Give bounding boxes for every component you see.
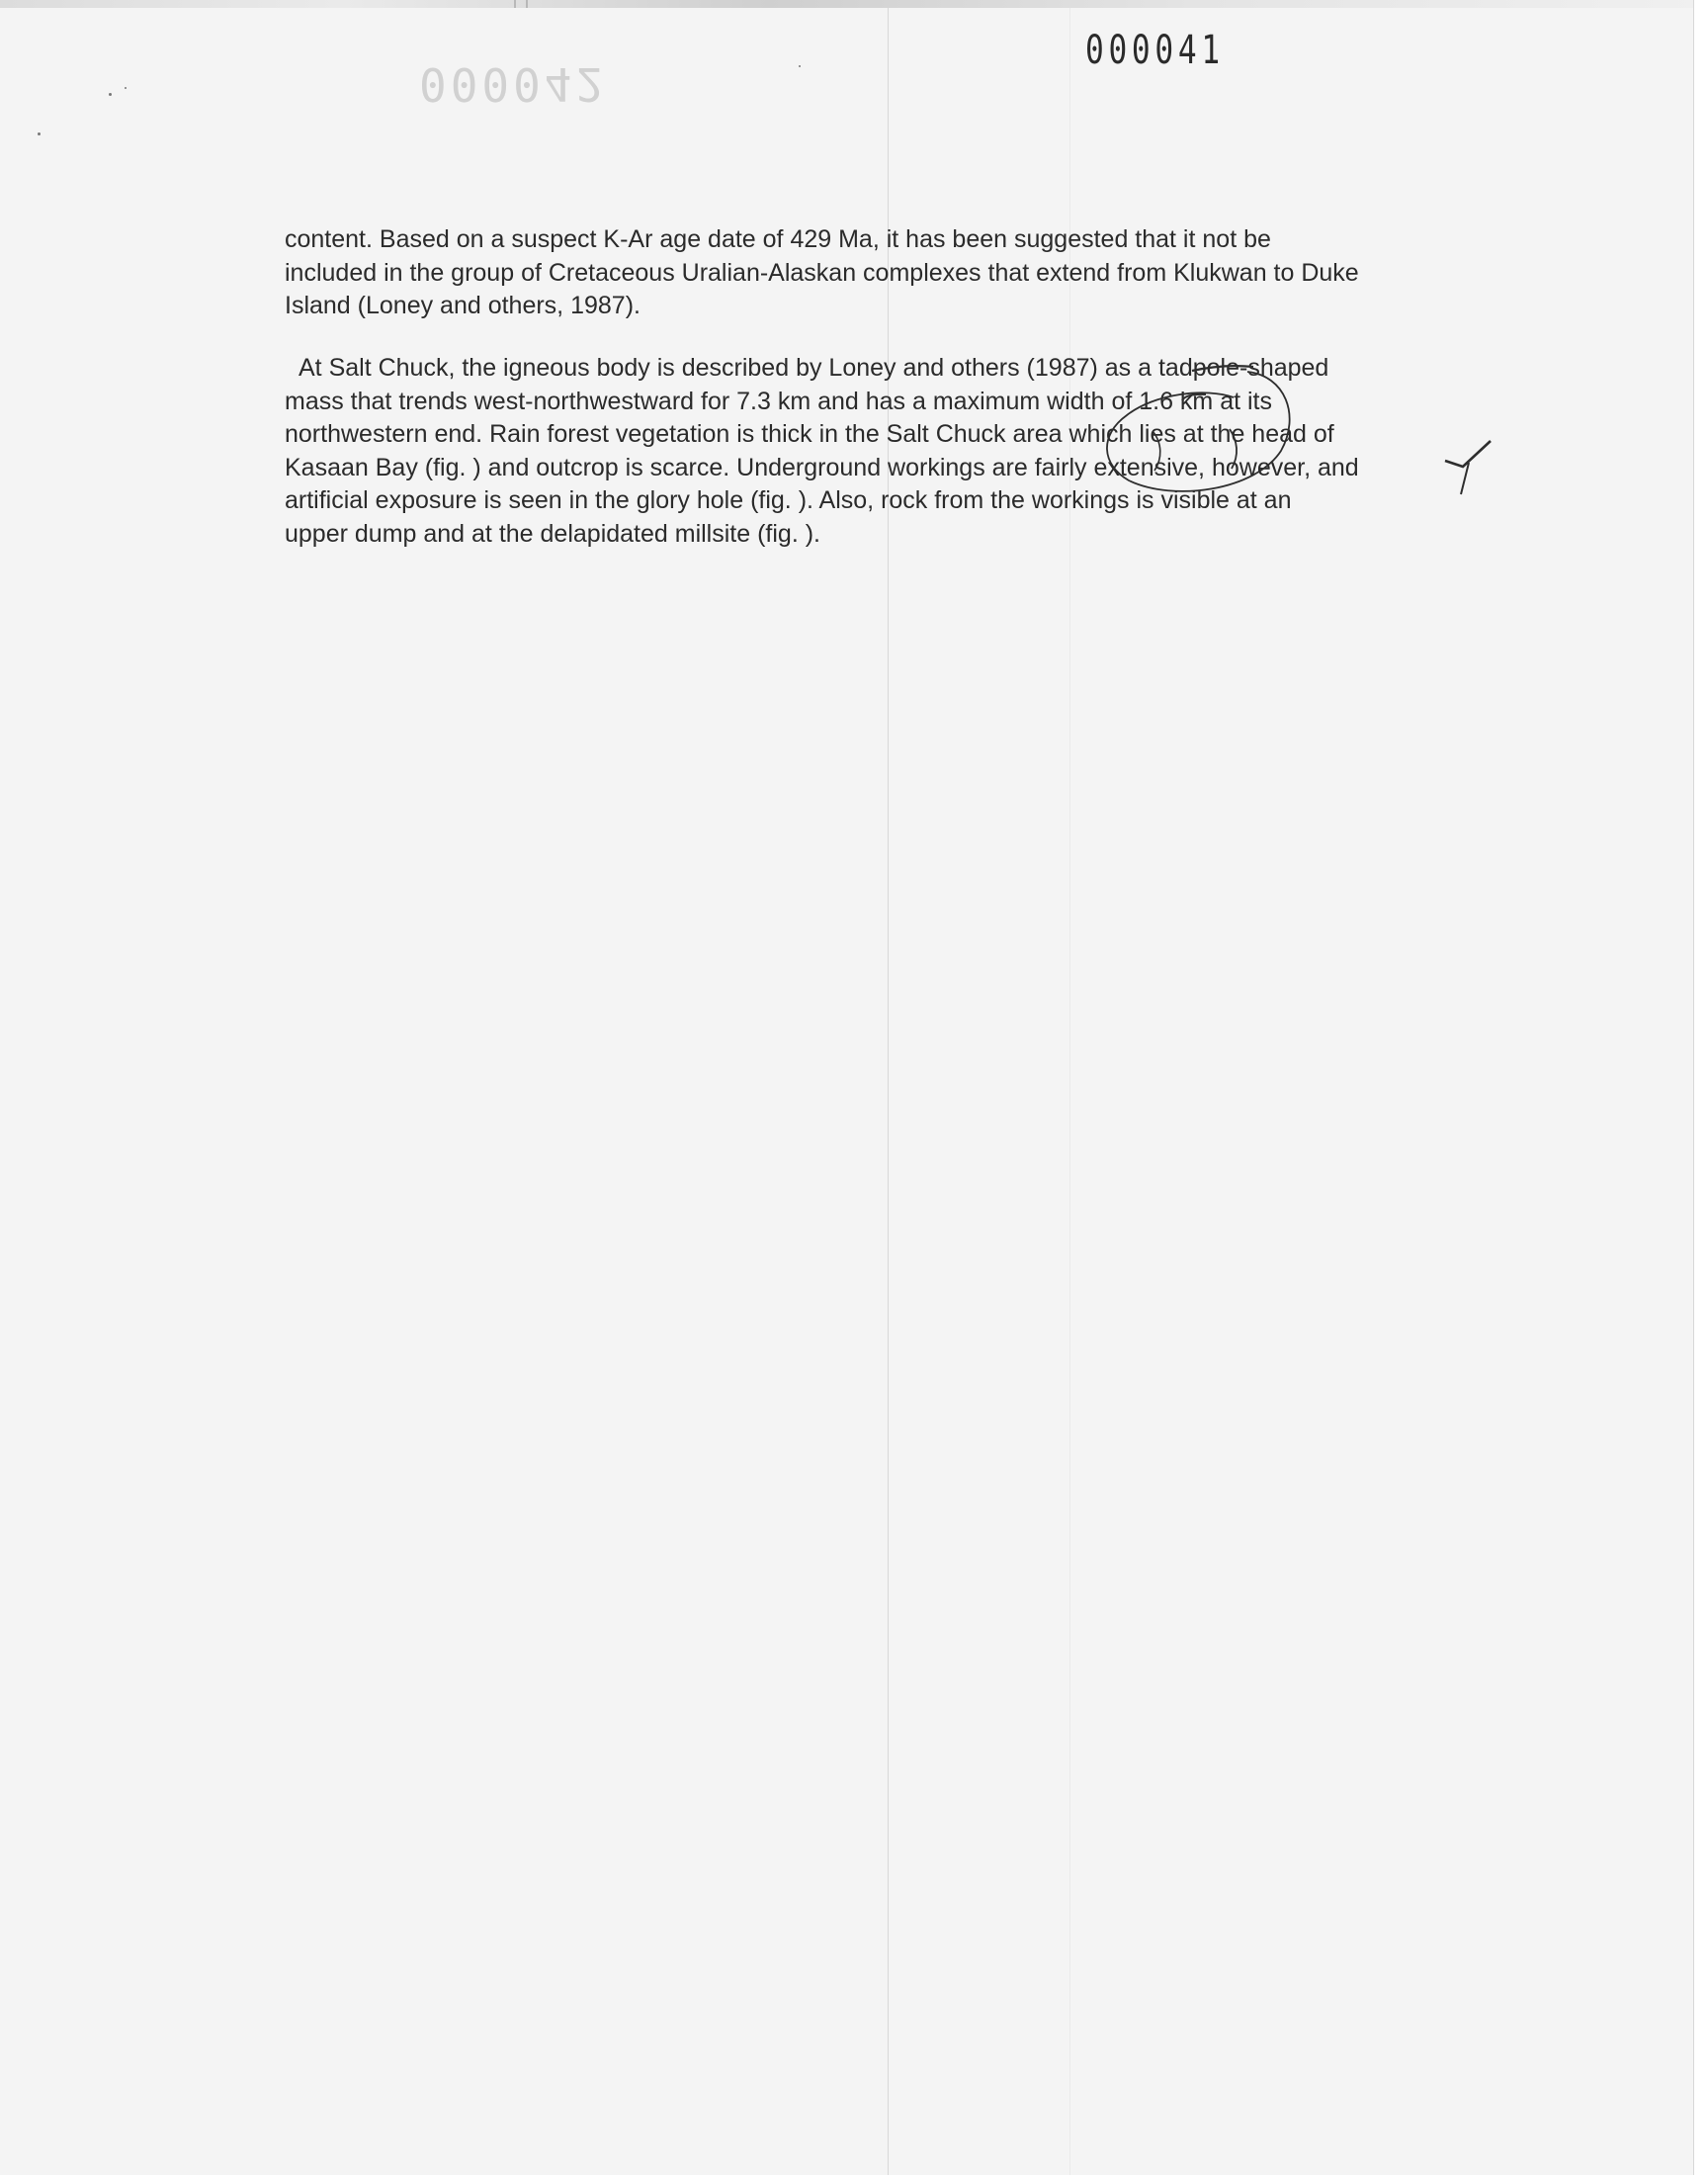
scan-speck	[38, 132, 41, 135]
paragraph-2	[285, 352, 1500, 551]
scan-speck	[125, 87, 127, 89]
document-number: 000041	[1085, 28, 1225, 73]
scan-speck	[109, 93, 112, 96]
text-line: Island (Loney and others, 1987).	[285, 292, 640, 319]
text-line: At Salt Chuck, the igneous body is described by Loney and others (1987) as a tadpole-shaped	[299, 354, 1329, 382]
text-line: Kasaan Bay (fig. ) and outcrop is scarce. Underground workings are fairly extensive, however, and	[285, 453, 1359, 481]
text-line: artificial exposure is seen in the glory hole (fig. ). Also, rock from the workings is visible at an	[285, 486, 1292, 514]
text-line: upper dump and at the delapidated millsite (fig. ).	[285, 519, 820, 548]
text-line: northwestern end. Rain forest vegetation is thick in the Salt Chuck area which lies at the head of	[285, 420, 1334, 448]
text-line: content. Based on a suspect K-Ar age date of 429 Ma, it has been suggested that it not be	[285, 225, 1271, 253]
paragraph-1	[285, 223, 1500, 323]
document-page	[0, 8, 1694, 2175]
text-line: included in the group of Cretaceous Uralian-Alaskan complexes that extend from Klukwan to Duke	[285, 258, 1359, 287]
bleed-through-page-number: 000042	[419, 57, 608, 111]
page-fold-line	[888, 8, 889, 2175]
scan-speck	[799, 65, 801, 67]
page-fold-line	[1069, 8, 1070, 2175]
text-line: mass that trends west-northwestward for 7.3 km and has a maximum width of 1.6 km at its	[285, 387, 1272, 415]
scan-right-edge	[1693, 0, 1708, 2175]
